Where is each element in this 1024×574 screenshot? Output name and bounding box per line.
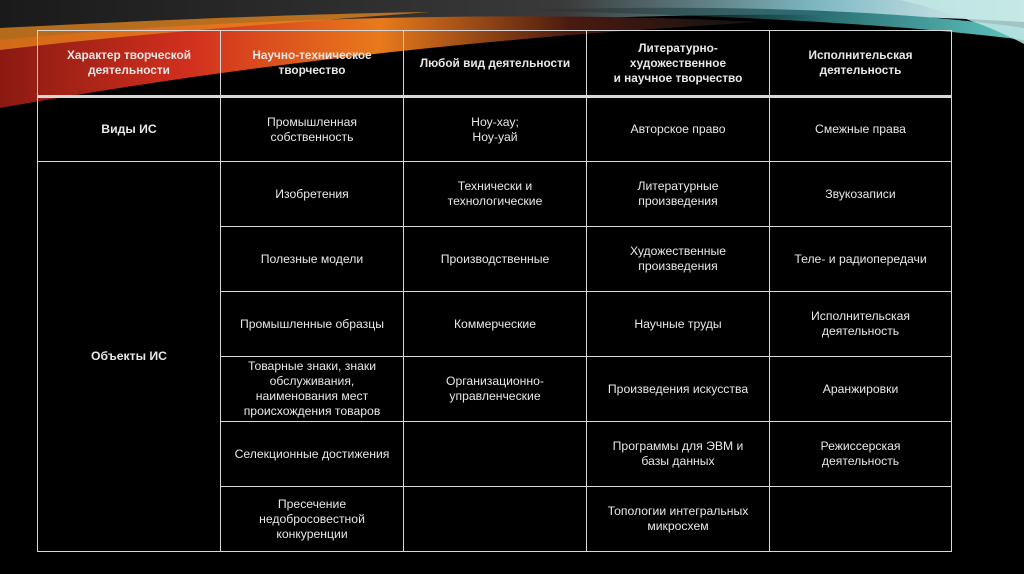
- table-cell: Изобретения: [221, 162, 404, 227]
- table-cell: Исполнительская деятельность: [770, 292, 952, 357]
- table-cell: Технически и технологические: [404, 162, 587, 227]
- header-cell: Литературно- художественное и научное творчество: [587, 31, 770, 97]
- table-cell: Селекционные достижения: [221, 422, 404, 487]
- is-classification-table: [37, 30, 952, 552]
- header-cell: Характер творческой деятельности: [38, 31, 221, 97]
- table-cell: Производственные: [404, 227, 587, 292]
- table-cell: Коммерческие: [404, 292, 587, 357]
- header-cell: Любой вид деятельности: [404, 31, 587, 97]
- table-cell: Промышленная собственность: [221, 97, 404, 162]
- table-cell: [770, 487, 952, 552]
- table-cell: Ноу-хау; Ноу-уай: [404, 97, 587, 162]
- table-cell: Пресечение недобросовестной конкуренции: [221, 487, 404, 552]
- row-label: Объекты ИС: [38, 162, 221, 552]
- table-cell: Промышленные образцы: [221, 292, 404, 357]
- table-cell: Программы для ЭВМ и базы данных: [587, 422, 770, 487]
- header-cell: Научно-техническое творчество: [221, 31, 404, 97]
- table-cell: Полезные модели: [221, 227, 404, 292]
- table-cell: Топологии интегральных микросхем: [587, 487, 770, 552]
- table-cell: Режиссерская деятельность: [770, 422, 952, 487]
- table-cell: [404, 487, 587, 552]
- table-cell: Авторское право: [587, 97, 770, 162]
- types-row: [38, 97, 952, 162]
- table-cell: Звукозаписи: [770, 162, 952, 227]
- table-cell: Научные труды: [587, 292, 770, 357]
- table-cell: Смежные права: [770, 97, 952, 162]
- header-cell: Исполнительская деятельность: [770, 31, 952, 97]
- table-cell: Художественные произведения: [587, 227, 770, 292]
- header-row: [38, 31, 952, 97]
- table-cell: Произведения искусства: [587, 357, 770, 422]
- table-cell: Литературные произведения: [587, 162, 770, 227]
- table-row: [38, 162, 952, 227]
- table-cell: Товарные знаки, знаки обслуживания, наименования мест происхождения товаров: [221, 357, 404, 422]
- row-label: Виды ИС: [38, 97, 221, 162]
- table-cell: Организационно- управленческие: [404, 357, 587, 422]
- table-cell: Аранжировки: [770, 357, 952, 422]
- table-cell: [404, 422, 587, 487]
- table-cell: Теле- и радиопередачи: [770, 227, 952, 292]
